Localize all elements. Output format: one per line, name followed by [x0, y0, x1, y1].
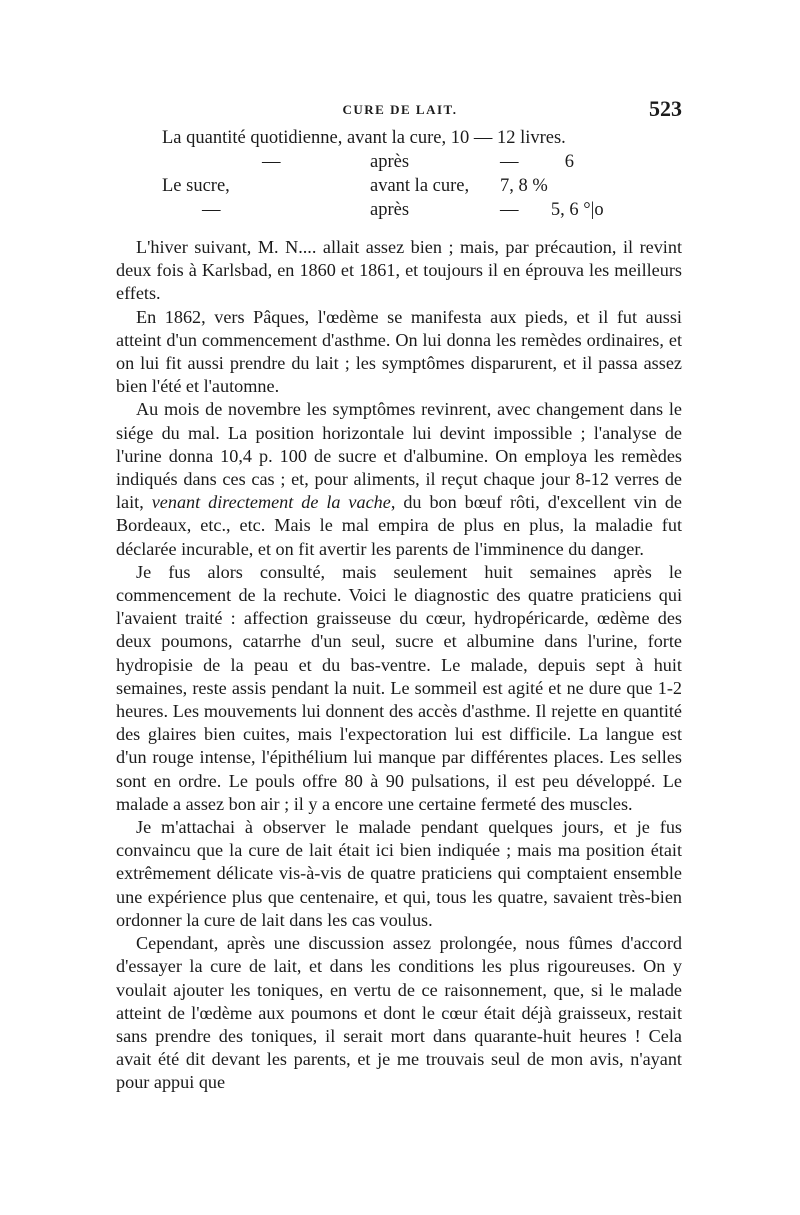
table-row [0, 152, 800, 176]
analysis-table [0, 128, 800, 224]
page-number: 523 [649, 96, 682, 121]
paragraph [116, 816, 682, 932]
table-cell-c2: avant la cure, [370, 176, 470, 196]
table-cell-c2: après [370, 200, 410, 220]
paragraph [116, 306, 682, 399]
text-run: , du bon bœuf rôti, d'excellent vin de Bordeaux, etc., etc. Mais le mal empira de plus en plus, la maladie fut déclarée incurable, et on fit avertir les parents de l'imminence du danger. [116, 492, 682, 559]
paragraph [116, 398, 682, 560]
table-cell-c2: après [370, 152, 410, 172]
running-title: CURE DE LAIT. [342, 102, 458, 117]
paragraph [116, 236, 682, 306]
text-run: Je fus alors consulté, mais seulement huit semaines après le commencement de la rechute. Voici le diagnostic des quatre praticiens qui l'avaient traité : affection graisseuse du cœur, hydropéricarde, œdème des deux poumons, catarrhe d'un seul, sucre et albumine dans l'urine, forte hydropisie de la peau et du bas-ventre. Le malade, depuis sept à huit semaines, reste assis pendant la nuit. Le sommeil est agité et ne dure que 1-2 heures. Les mouvements lui donnent des accès d'asthme. Il rejette en quantité des glaires bien cuites, mais l'expectoration lui est difficile. La langue est d'un rouge intense, l'épithélium lui manque par différentes places. Les selles sont en ordre. Le pouls offre 80 à 90 pulsations, il est peu développé. Le malade a assez bon air ; il y a encore une certaine fermeté des muscles. [116, 561, 682, 814]
text-run: Je m'attachai à observer le malade pendant quelques jours, et je fus convaincu que la cure de lait était ici bien indiquée ; mais ma position était extrêmement délicate vis-à-vis de quatre praticiens qui comptaient ensemble une expérience plus que centenaire, et qui, tous les quatre, savaient très-bien ordonner la cure de lait dans les cas voulus. [116, 817, 682, 930]
table-row [0, 200, 800, 224]
text-run: L'hiver suivant, M. N.... allait assez bien ; mais, par précaution, il revint deux fois à Karlsbad, en 1860 et 1861, et toujours il en éprouva les meilleurs effets. [116, 237, 682, 304]
table-cell-c3: 7, 8 % [500, 176, 548, 196]
body-text [116, 236, 682, 1095]
table-cell-c3: — 6 [500, 152, 574, 172]
table-cell-c1: La quantité quotidienne, avant la cure, 10 — 12 livres. [162, 128, 566, 148]
table-cell-c1: — [262, 152, 281, 172]
text-run: Cependant, après une discussion assez prolongée, nous fûmes d'accord d'essayer la cure de lait, et dans les conditions les plus rigoureuses. On y voulait ajouter les toniques, en vertu de ce raisonnement, que, si le malade atteint de l'œdème aux poumons et dont le cœur était déjà graisseux, restait sans prendre des toniques, il serait mort dans quarante-huit heures ! Cela avait été dit devant les parents, et je me trouvais seul de mon avis, n'ayant pour appui que [116, 933, 682, 1093]
italic-text: venant directement de la vache [151, 492, 391, 513]
text-run: Au mois de novembre les symptômes revinrent, avec changement dans le siége du mal. La position horizontale lui devint impossible ; l'analyse de l'urine donna 10,4 p. 100 de sucre et d'albumine. On employa les remèdes indiqués dans ces cas ; et, pour aliments, il reçut chaque jour 8-12 verres de lait, [116, 399, 682, 513]
table-cell-c1: — [202, 200, 221, 220]
paragraph [116, 561, 682, 816]
paragraph [116, 932, 682, 1094]
page-header [0, 96, 800, 126]
table-row [0, 176, 800, 200]
table-row [0, 128, 800, 152]
table-cell-c3: — 5, 6 °|o [500, 200, 604, 220]
table-cell-c1: Le sucre, [162, 176, 230, 196]
text-run: En 1862, vers Pâques, l'œdème se manifesta aux pieds, et il fut aussi atteint d'un commencement d'asthme. On lui donna les remèdes ordinaires, et on lui fit aussi prendre du lait ; les symptômes disparurent, et il passa assez bien l'été et l'automne. [116, 306, 682, 397]
